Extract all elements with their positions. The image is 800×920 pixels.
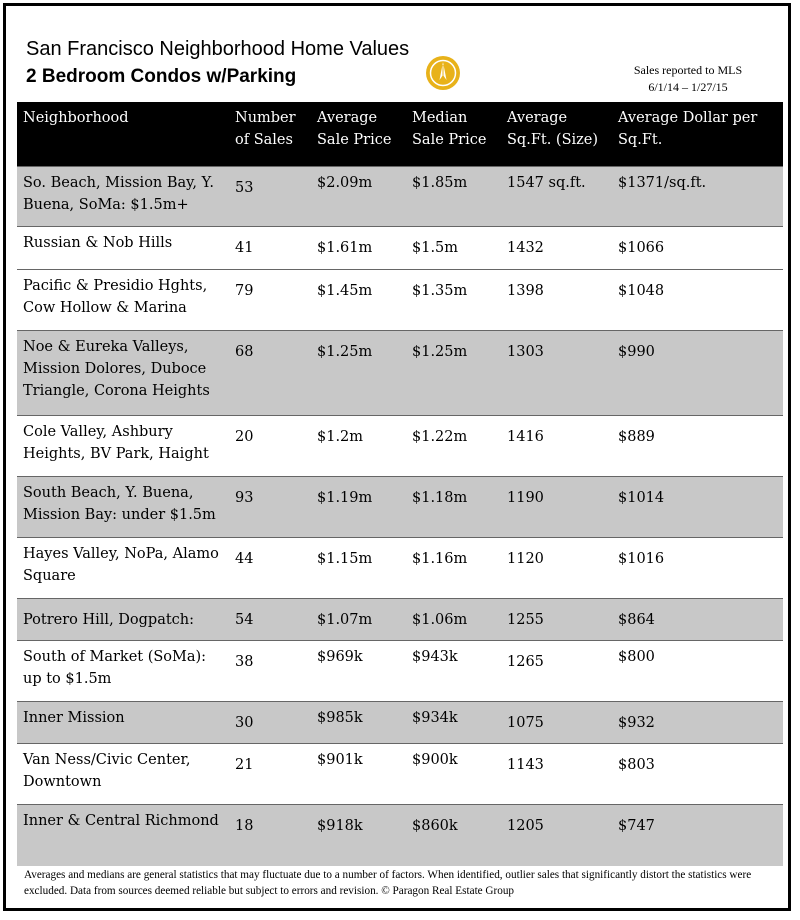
median-price-cell: $1.06m [406,598,501,640]
column-header-median-sale-price: Median Sale Price [412,110,487,148]
average-sqft-cell: 1205 [501,804,612,866]
average-price-cell: $1.15m [311,537,406,598]
page-subtitle: 2 Bedroom Condos w/Parking [26,66,297,87]
sales-count-cell: 20 [229,415,311,476]
dollar-per-sqft-cell: $1016 [612,537,783,598]
dollar-per-sqft-cell: $932 [612,701,783,743]
average-price-cell: $985k [311,701,406,743]
average-price-cell: $1.07m [311,598,406,640]
neighborhood-cell: South of Market (SoMa): up to $1.5m [17,640,229,701]
average-price-cell: $1.61m [311,226,406,269]
median-price-cell: $900k [406,743,501,804]
neighborhood-cell: Noe & Eureka Valleys, Mission Dolores, Duboce Triangle, Corona Heights [17,330,229,415]
average-sqft-cell: 1416 [501,415,612,476]
average-sqft-cell: 1547 sq.ft. [501,166,612,226]
neighborhood-cell: Inner & Central Richmond [17,804,229,866]
median-price-cell: $1.85m [406,166,501,226]
column-header-dollar-per-sqft: Average Dollar per Sq.Ft. [618,110,758,148]
sales-count-cell: 79 [229,269,311,330]
median-price-cell: $1.16m [406,537,501,598]
table-row [17,226,783,269]
average-sqft-cell: 1143 [501,743,612,804]
sales-count-cell: 53 [229,166,311,226]
column-header-number-of-sales: Number of Sales [235,110,296,148]
table-row [17,166,783,226]
average-sqft-cell: 1075 [501,701,612,743]
home-values-table [17,102,783,866]
table-row [17,415,783,476]
neighborhood-cell: South Beach, Y. Buena, Mission Bay: under $1.5m [17,476,229,537]
neighborhood-cell: Russian & Nob Hills [17,226,229,269]
average-price-cell: $1.25m [311,330,406,415]
column-header-average-sale-price: Average Sale Price [317,110,392,148]
average-sqft-cell: 1120 [501,537,612,598]
median-price-cell: $1.5m [406,226,501,269]
sales-date-note [608,62,768,96]
sales-count-cell: 54 [229,598,311,640]
average-price-cell: $1.45m [311,269,406,330]
dollar-per-sqft-cell: $864 [612,598,783,640]
median-price-cell: $1.18m [406,476,501,537]
table-row [17,598,783,640]
average-price-cell: $1.2m [311,415,406,476]
sales-count-cell: 18 [229,804,311,866]
average-price-cell: $1.19m [311,476,406,537]
column-header-average-sqft: Average Sq.Ft. (Size) [507,110,599,148]
average-price-cell: $901k [311,743,406,804]
sales-count-cell: 30 [229,701,311,743]
table-row [17,537,783,598]
median-price-cell: $943k [406,640,501,701]
neighborhood-cell: Hayes Valley, NoPa, Alamo Square [17,537,229,598]
table-row [17,269,783,330]
average-sqft-cell: 1190 [501,476,612,537]
neighborhood-cell: Van Ness/Civic Center, Downtown [17,743,229,804]
sales-count-cell: 41 [229,226,311,269]
neighborhood-cell: Potrero Hill, Dogpatch: [17,598,229,640]
paragon-quill-logo-icon [425,55,461,91]
sales-count-cell: 93 [229,476,311,537]
average-price-cell: $2.09m [311,166,406,226]
dollar-per-sqft-cell: $1371/sq.ft. [612,166,783,226]
median-price-cell: $1.22m [406,415,501,476]
neighborhood-cell: Cole Valley, Ashbury Heights, BV Park, Haight [17,415,229,476]
dollar-per-sqft-cell: $803 [612,743,783,804]
disclaimer-footer: Averages and medians are general statistics that may fluctuate due to a number of factors. When identified, outlier sales that significantly distort the statistics were excluded. Data from sources deemed reliable but subject to errors and revision. © Paragon Real Estate Group [24,869,752,897]
median-price-cell: $860k [406,804,501,866]
average-sqft-cell: 1255 [501,598,612,640]
table-row [17,701,783,743]
table-row [17,640,783,701]
sales-note-line2: 6/1/14 – 1/27/15 [648,80,728,94]
average-price-cell: $918k [311,804,406,866]
average-sqft-cell: 1303 [501,330,612,415]
dollar-per-sqft-cell: $800 [612,640,783,701]
median-price-cell: $1.35m [406,269,501,330]
dollar-per-sqft-cell: $1014 [612,476,783,537]
average-sqft-cell: 1398 [501,269,612,330]
sales-count-cell: 21 [229,743,311,804]
table-row [17,476,783,537]
table-row [17,330,783,415]
sales-count-cell: 44 [229,537,311,598]
dollar-per-sqft-cell: $990 [612,330,783,415]
table-row [17,743,783,804]
average-sqft-cell: 1265 [501,640,612,701]
sales-note-line1: Sales reported to MLS [633,63,743,77]
average-price-cell: $969k [311,640,406,701]
sales-count-cell: 38 [229,640,311,701]
dollar-per-sqft-cell: $1066 [612,226,783,269]
dollar-per-sqft-cell: $747 [612,804,783,866]
dollar-per-sqft-cell: $889 [612,415,783,476]
table-header-row [17,102,783,166]
median-price-cell: $1.25m [406,330,501,415]
neighborhood-cell: Pacific & Presidio Hghts, Cow Hollow & Marina [17,269,229,330]
neighborhood-cell: So. Beach, Mission Bay, Y. Buena, SoMa: $1.5m+ [17,166,229,226]
column-header-neighborhood: Neighborhood [23,110,129,126]
page-title: San Francisco Neighborhood Home Values [26,38,410,60]
average-sqft-cell: 1432 [501,226,612,269]
sales-count-cell: 68 [229,330,311,415]
median-price-cell: $934k [406,701,501,743]
dollar-per-sqft-cell: $1048 [612,269,783,330]
table-row [17,804,783,866]
neighborhood-cell: Inner Mission [17,701,229,743]
